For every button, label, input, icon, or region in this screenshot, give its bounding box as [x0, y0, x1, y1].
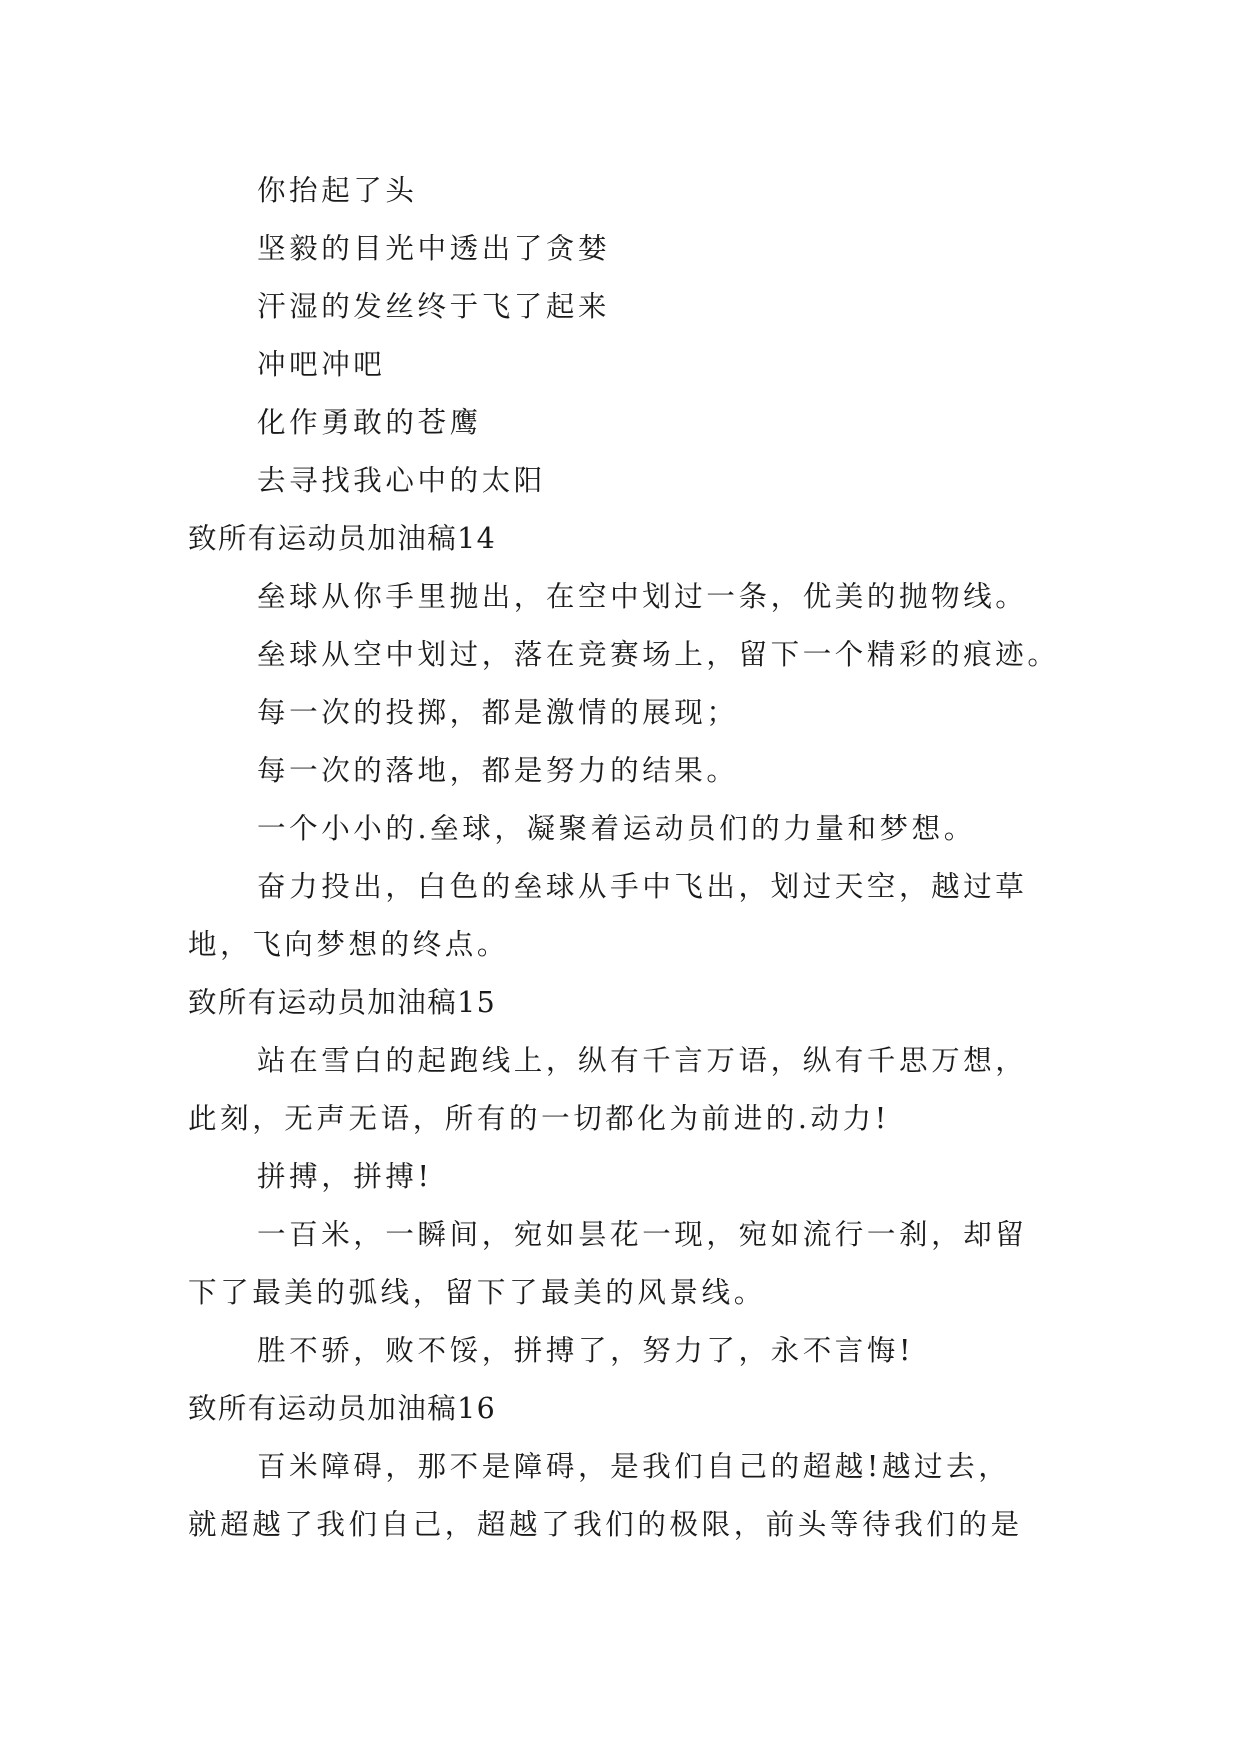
paragraph-line: 一百米，一瞬间，宛如昙花一现，宛如流行一刹，却留 — [257, 1218, 1028, 1251]
paragraph-continuation: 下了最美的弧线，留下了最美的风景线。 — [188, 1276, 766, 1309]
section-heading-14: 致所有运动员加油稿14 — [188, 522, 497, 555]
paragraph-line: 拼搏，拼搏! — [257, 1160, 433, 1193]
paragraph-line: 一个小小的.垒球，凝聚着运动员们的力量和梦想。 — [257, 812, 976, 845]
paragraph-line: 百米障碍，那不是障碍，是我们自己的超越!越过去， — [257, 1450, 1011, 1483]
paragraph-line: 每一次的落地，都是努力的结果。 — [257, 754, 739, 787]
paragraph-continuation: 地，飞向梦想的终点。 — [188, 928, 510, 961]
poem-line: 你抬起了头 — [257, 174, 418, 207]
poem-line: 冲吧冲吧 — [257, 348, 386, 381]
paragraph-continuation: 就超越了我们自己，超越了我们的极限，前头等待我们的是 — [188, 1508, 1023, 1541]
paragraph-line: 每一次的投掷，都是激情的展现； — [257, 696, 739, 729]
section-heading-15: 致所有运动员加油稿15 — [188, 986, 497, 1019]
poem-line: 化作勇敢的苍鹰 — [257, 406, 482, 439]
poem-line: 坚毅的目光中透出了贪婪 — [257, 232, 611, 265]
document-body — [188, 162, 1068, 1554]
paragraph-line: 奋力投出，白色的垒球从手中飞出，划过天空，越过草 — [257, 870, 1028, 903]
paragraph-line: 站在雪白的起跑线上，纵有千言万语，纵有千思万想， — [257, 1044, 1028, 1077]
paragraph-line: 胜不骄，败不馁，拼搏了，努力了，永不言悔! — [257, 1334, 915, 1367]
paragraph-line: 垒球从你手里抛出，在空中划过一条，优美的抛物线。 — [257, 580, 1028, 613]
section-heading-16: 致所有运动员加油稿16 — [188, 1392, 497, 1425]
poem-line: 汗湿的发丝终于飞了起来 — [257, 290, 611, 323]
paragraph-continuation: 此刻，无声无语，所有的一切都化为前进的.动力! — [188, 1102, 890, 1135]
poem-line: 去寻找我心中的太阳 — [257, 464, 546, 497]
paragraph-line: 垒球从空中划过，落在竞赛场上，留下一个精彩的痕迹。 — [257, 638, 1060, 671]
